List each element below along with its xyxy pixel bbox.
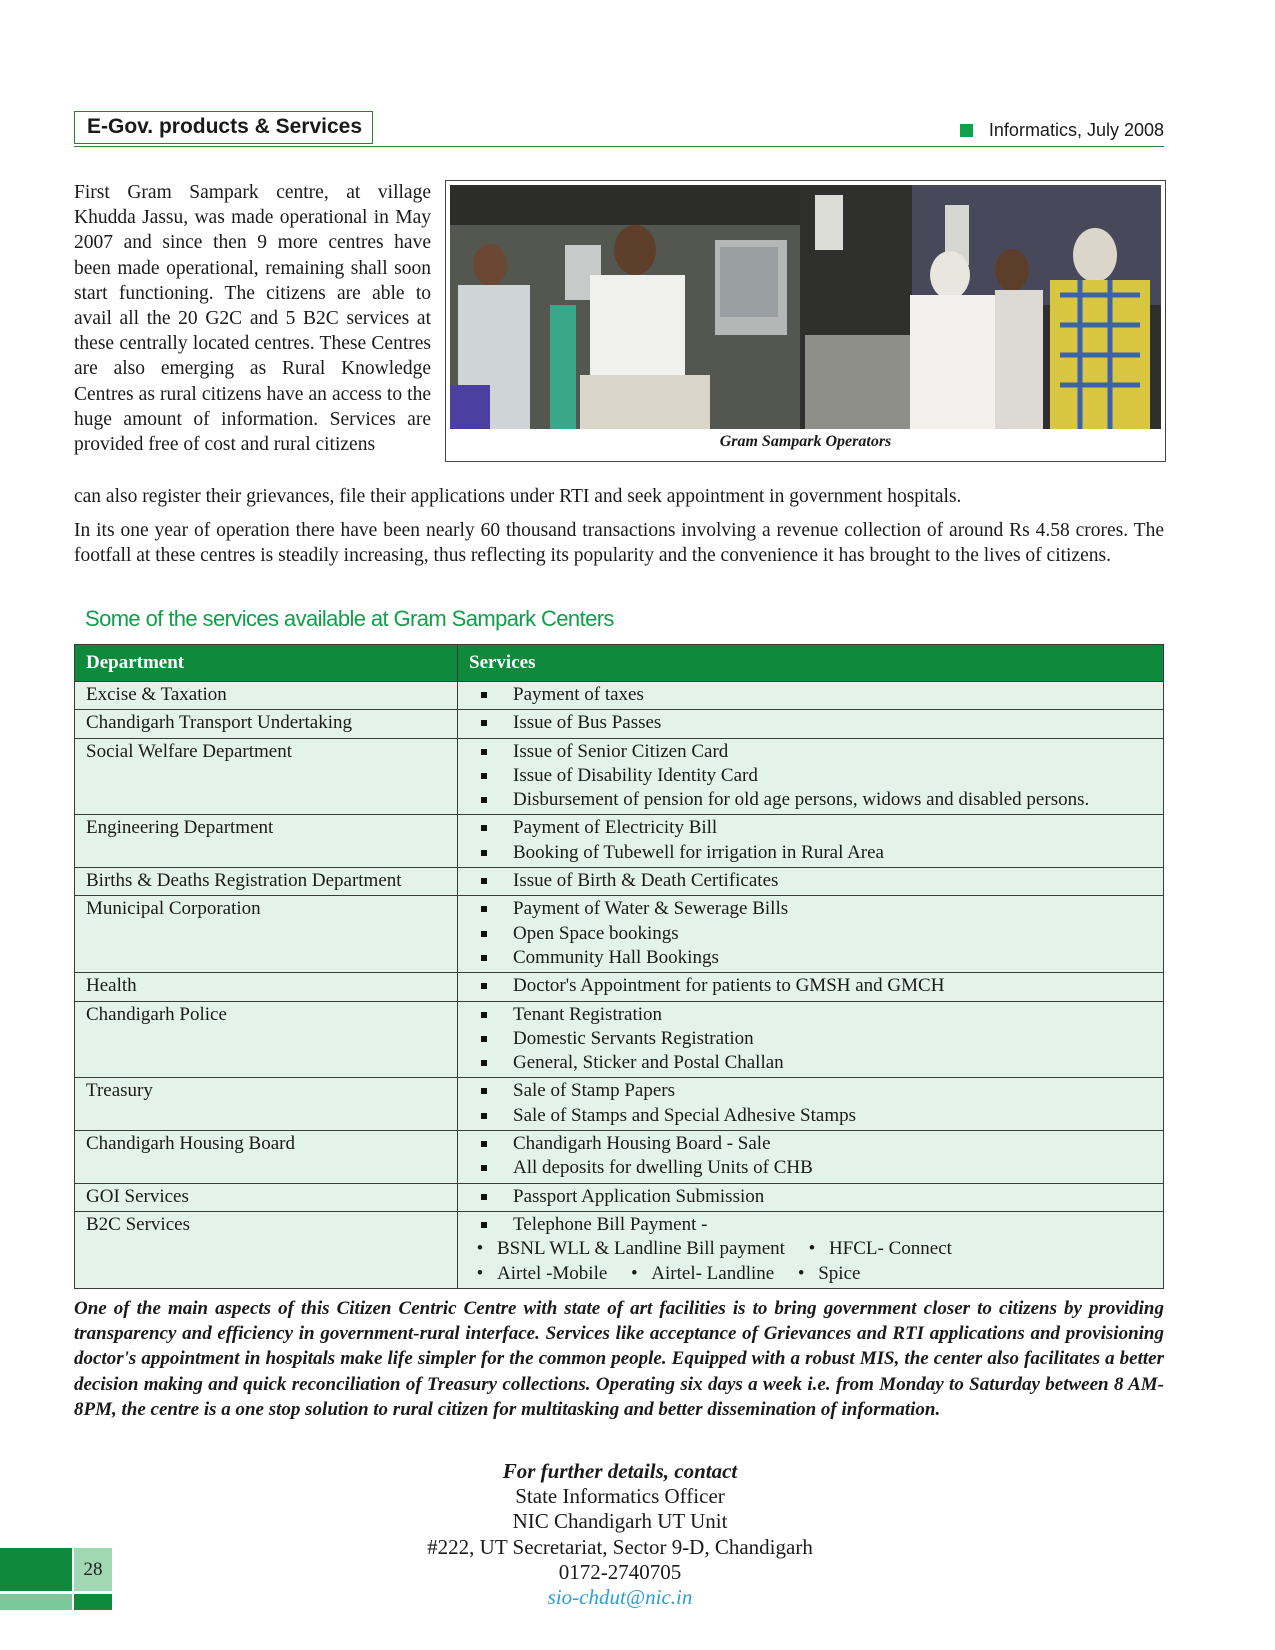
services-cell xyxy=(458,1001,1164,1078)
issue-info xyxy=(960,120,1164,141)
contact-heading: For further details, contact xyxy=(502,1459,738,1483)
department-cell: Treasury xyxy=(75,1078,458,1131)
service-item: Issue of Disability Identity Card xyxy=(469,764,1152,788)
operators-photo xyxy=(450,185,1161,429)
page-number: 28 xyxy=(74,1548,112,1591)
header-rule xyxy=(74,146,1164,147)
service-item: Doctor's Appointment for patients to GMSH and GMCH xyxy=(469,974,1152,998)
service-item: Domestic Servants Registration xyxy=(469,1027,1152,1051)
sub-services xyxy=(463,1237,1152,1286)
services-list xyxy=(469,1003,1152,1076)
table-row xyxy=(75,1078,1164,1131)
service-item: Community Hall Bookings xyxy=(469,946,1152,970)
footer-decoration xyxy=(74,1594,112,1610)
contact-block xyxy=(300,1459,940,1610)
sub-service-label: • Airtel- Landline xyxy=(651,1262,775,1284)
sub-service-label: • BSNL WLL & Landline Bill payment xyxy=(497,1238,785,1260)
sub-services-row xyxy=(463,1237,1152,1261)
sub-service-label: • Spice xyxy=(818,1262,861,1284)
services-list xyxy=(469,711,1152,735)
issue-label: Informatics, July 2008 xyxy=(988,120,1164,140)
summary-paragraph: One of the main aspects of this Citizen Centric Centre with state of art facilities is to bring government closer to citizens by providing transparency and efficiency in government-rural interface. Services like acceptance of Grievances and RTI applications and provisioning doctor's appointment in hospitals make life simpler for the common people. Equipped with a robust MIS, the center also facilitates a better decision making and quick reconciliation of Treasury collections. Operating six days a week i.e. from Monday to Saturday between 8 AM-8PM, the centre is a one stop solution to rural citizen for multitasking and better dissemination of information. xyxy=(74,1298,1164,1420)
table-row xyxy=(75,1001,1164,1078)
service-item: Payment of Electricity Bill xyxy=(469,816,1152,840)
services-list xyxy=(469,816,1152,865)
services-cell xyxy=(458,973,1164,1001)
department-cell: Chandigarh Police xyxy=(75,1001,458,1078)
green-square-icon xyxy=(960,124,973,137)
table-row xyxy=(75,710,1164,738)
service-item: Passport Application Submission xyxy=(469,1185,1152,1209)
services-cell xyxy=(458,738,1164,815)
service-item: Issue of Senior Citizen Card xyxy=(469,740,1152,764)
footer-decoration xyxy=(0,1594,72,1610)
department-cell: GOI Services xyxy=(75,1183,458,1211)
sub-service-item xyxy=(617,1262,774,1286)
services-list xyxy=(469,740,1152,813)
department-cell: Births & Deaths Registration Department xyxy=(75,868,458,896)
services-cell xyxy=(458,682,1164,710)
sub-services-row xyxy=(463,1262,1152,1286)
department-cell: Health xyxy=(75,973,458,1001)
contact-line: 0172-2740705 xyxy=(558,1559,682,1584)
services-list xyxy=(469,974,1152,998)
department-cell: Municipal Corporation xyxy=(75,896,458,973)
services-cell xyxy=(458,1211,1164,1288)
service-item: Payment of Water & Sewerage Bills xyxy=(469,897,1152,921)
services-cell xyxy=(458,1183,1164,1211)
service-item: Chandigarh Housing Board - Sale xyxy=(469,1132,1152,1156)
services-list xyxy=(469,683,1152,707)
department-cell: Excise & Taxation xyxy=(75,682,458,710)
operations-paragraph: In its one year of operation there have been nearly 60 thousand transactions involving a revenue collection of around Rs 4.58 crores. The footfall at these centres is steadily increasing, thus reflecting its popularity and the convenience it has brought to the lives of citizens. xyxy=(74,520,1164,567)
services-cell xyxy=(458,1131,1164,1184)
services-cell xyxy=(458,868,1164,896)
sub-service-item xyxy=(784,1262,860,1286)
services-list xyxy=(469,1213,1152,1237)
service-item: Issue of Bus Passes xyxy=(469,711,1152,735)
table-row xyxy=(75,973,1164,1001)
service-item: Open Space bookings xyxy=(469,922,1152,946)
service-item: Tenant Registration xyxy=(469,1003,1152,1027)
photo-figure xyxy=(445,180,1166,462)
service-item: Sale of Stamp Papers xyxy=(469,1079,1152,1103)
department-cell: Chandigarh Housing Board xyxy=(75,1131,458,1184)
services-list xyxy=(469,1079,1152,1128)
service-item: Booking of Tubewell for irrigation in Rural Area xyxy=(469,841,1152,865)
table-row xyxy=(75,1211,1164,1288)
services-list xyxy=(469,1185,1152,1209)
column-header: Department xyxy=(75,645,458,682)
service-item: All deposits for dwelling Units of CHB xyxy=(469,1156,1152,1180)
sub-service-label: • Airtel -Mobile xyxy=(497,1262,608,1284)
sub-service-label: • HFCL- Connect xyxy=(828,1238,952,1260)
photo-caption: Gram Sampark Operators xyxy=(719,433,892,450)
services-list xyxy=(469,1132,1152,1181)
table-row xyxy=(75,682,1164,710)
contact-line: #222, UT Secretariat, Sector 9-D, Chandigarh xyxy=(427,1534,813,1559)
services-list xyxy=(469,897,1152,970)
services-cell xyxy=(458,896,1164,973)
sub-service-item xyxy=(463,1262,607,1286)
column-header: Services xyxy=(458,645,1164,682)
intro-paragraph: First Gram Sampark centre, at village Khudda Jassu, was made operational in May 2007 and since then 9 more centres have been made operational, remaining shall soon start functioning. The citizens are able to avail all the 20 G2C and 5 B2C services at these centrally located centres. These Centres are also emerging as Rural Knowledge Centres as rural citizens have an access to the huge amount of information. Services are provided free of cost and rural citizens xyxy=(74,182,431,456)
contact-email-link[interactable]: sio-chdut@nic.in xyxy=(547,1585,693,1610)
department-cell: Engineering Department xyxy=(75,815,458,868)
intro-continuation: can also register their grievances, file their applications under RTI and seek appointment in government hospitals. xyxy=(74,486,962,507)
table-header-row xyxy=(75,645,1164,682)
table-row xyxy=(75,1183,1164,1211)
services-cell xyxy=(458,815,1164,868)
department-cell: Chandigarh Transport Undertaking xyxy=(75,710,458,738)
services-cell xyxy=(458,710,1164,738)
table-row xyxy=(75,815,1164,868)
services-heading: Some of the services available at Gram Sampark Centers xyxy=(85,606,614,631)
contact-line: State Informatics Officer xyxy=(515,1484,725,1509)
service-item: Disbursement of pension for old age persons, widows and disabled persons. xyxy=(469,788,1152,812)
department-cell: Social Welfare Department xyxy=(75,738,458,815)
table-row xyxy=(75,1131,1164,1184)
footer-decoration xyxy=(0,1548,72,1591)
service-item: Sale of Stamps and Special Adhesive Stamps xyxy=(469,1104,1152,1128)
services-table xyxy=(74,644,1164,1289)
services-list xyxy=(469,869,1152,893)
table-row xyxy=(75,868,1164,896)
table-row xyxy=(75,738,1164,815)
contact-line: NIC Chandigarh UT Unit xyxy=(512,1509,728,1534)
services-cell xyxy=(458,1078,1164,1131)
service-item: Payment of taxes xyxy=(469,683,1152,707)
table-row xyxy=(75,896,1164,973)
service-item: General, Sticker and Postal Challan xyxy=(469,1051,1152,1075)
sub-service-item xyxy=(795,1237,952,1261)
department-cell: B2C Services xyxy=(75,1211,458,1288)
section-tag: E-Gov. products & Services xyxy=(74,111,373,144)
service-item: Telephone Bill Payment - xyxy=(469,1213,1152,1237)
sub-service-item xyxy=(463,1237,785,1261)
service-item: Issue of Birth & Death Certificates xyxy=(469,869,1152,893)
